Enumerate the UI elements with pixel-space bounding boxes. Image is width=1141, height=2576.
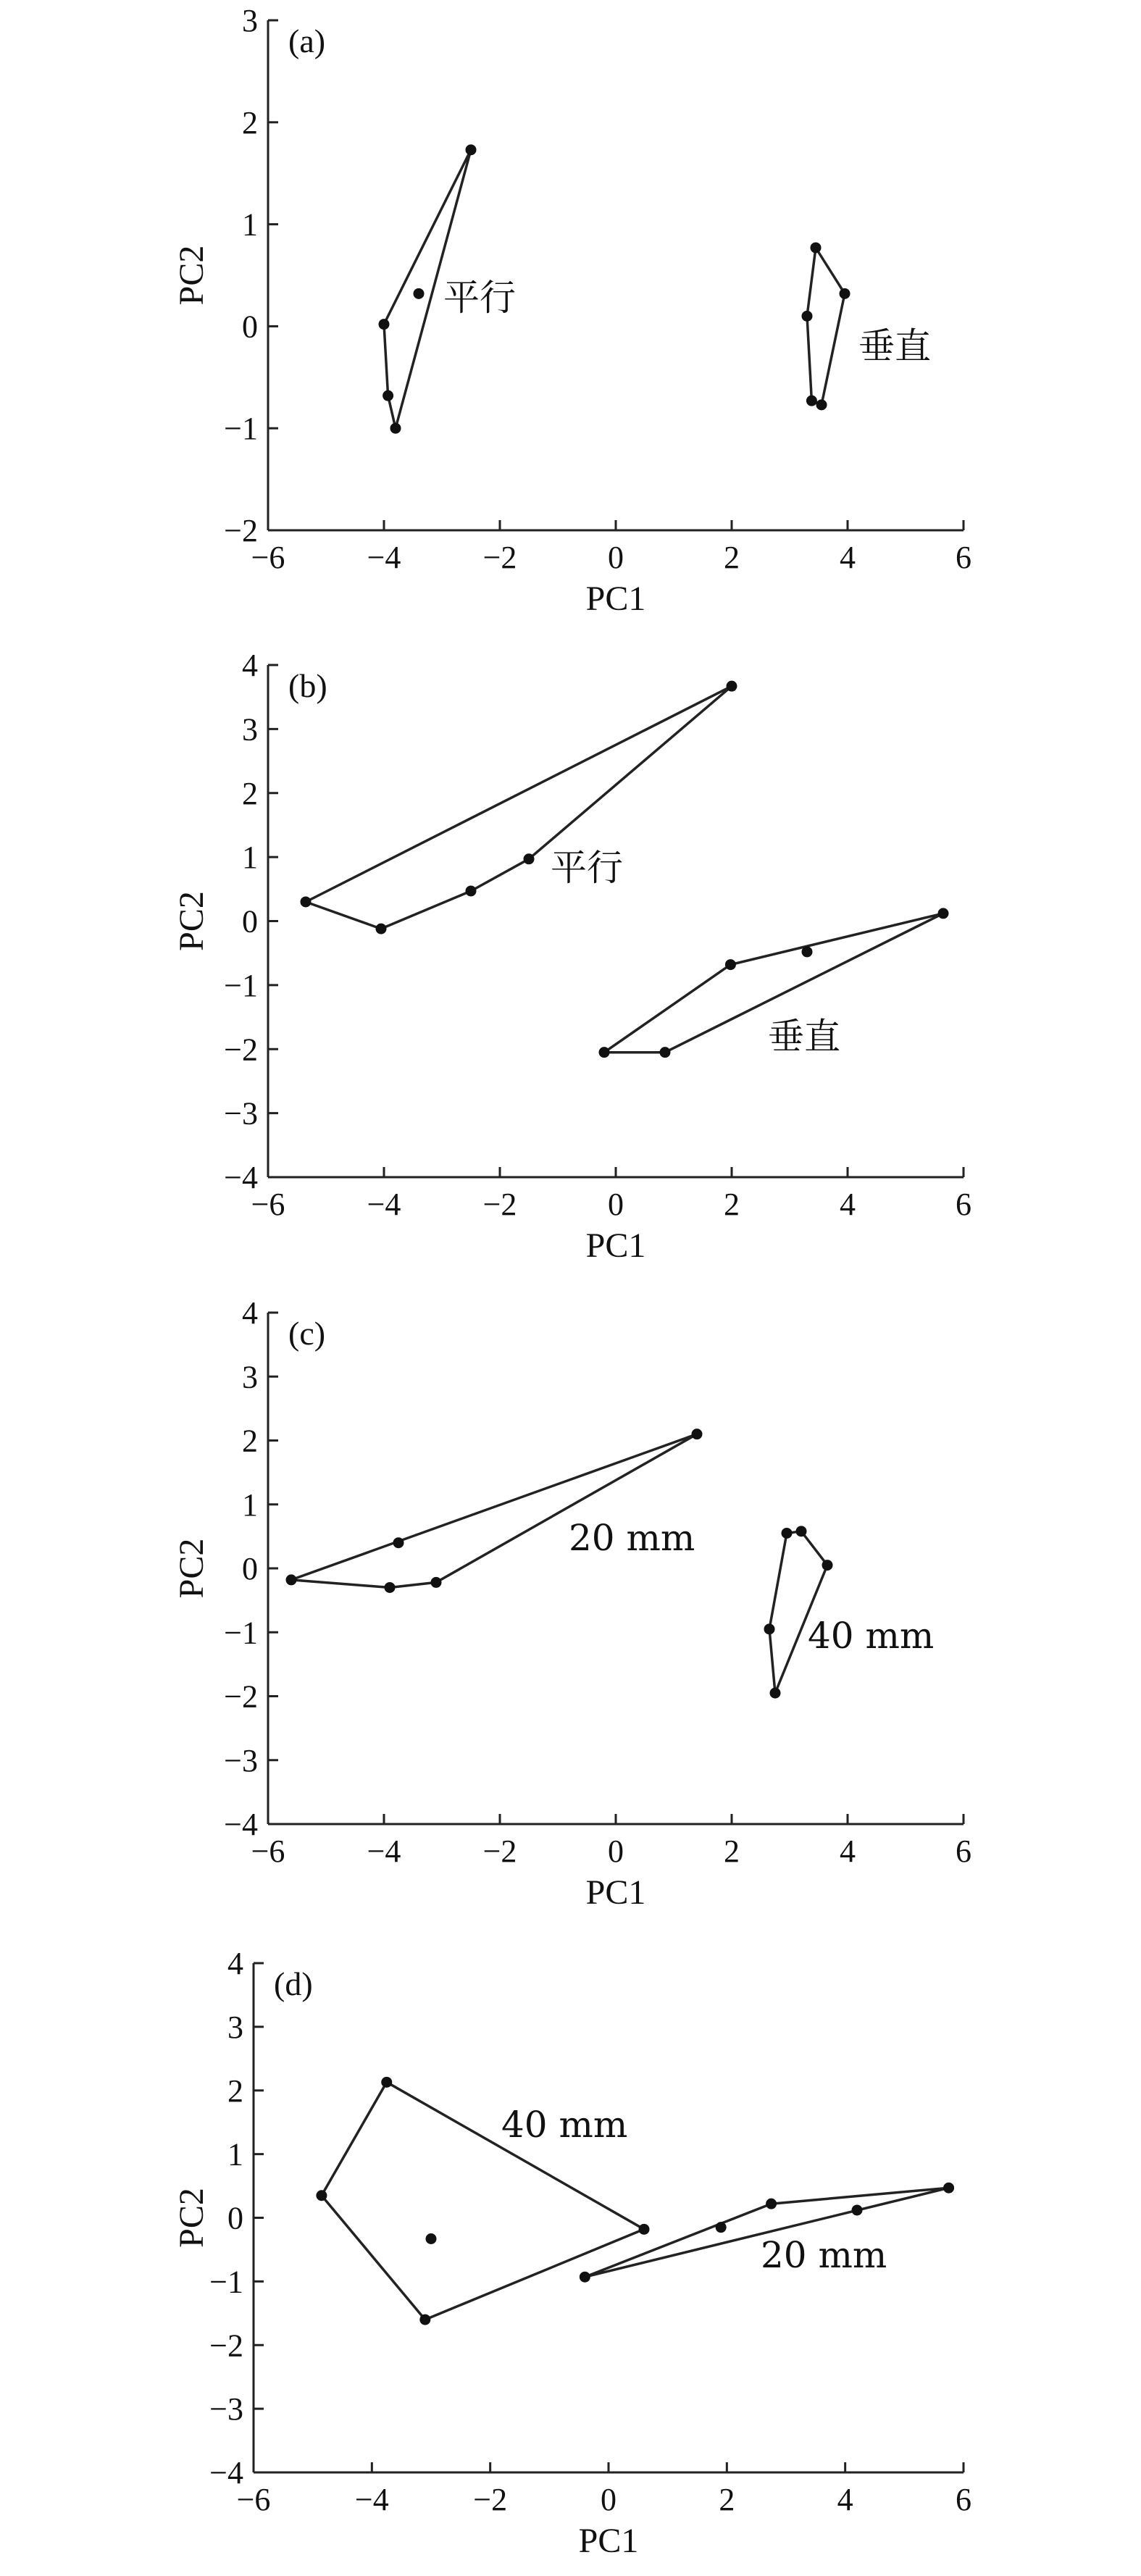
- data-point: [524, 853, 535, 864]
- y-tick-label: −4: [224, 1807, 258, 1842]
- data-point: [796, 1526, 807, 1536]
- x-tick-label: 4: [837, 2482, 853, 2517]
- data-point: [316, 2190, 327, 2201]
- data-point: [379, 319, 390, 330]
- y-tick-label: 1: [242, 840, 258, 876]
- data-point: [419, 2314, 430, 2325]
- y-tick-label: 3: [242, 1359, 258, 1395]
- data-point: [639, 2224, 650, 2235]
- y-tick-label: 0: [227, 2200, 243, 2236]
- x-tick-label: 4: [840, 540, 856, 575]
- x-tick-label: −2: [473, 2482, 508, 2517]
- y-tick-label: −4: [224, 1160, 258, 1195]
- data-point: [770, 1688, 781, 1699]
- group-label: 平行: [443, 277, 516, 319]
- data-point: [766, 2199, 777, 2209]
- group-label: 平行: [551, 847, 623, 889]
- x-tick-label: 6: [956, 540, 971, 575]
- y-tick-label: 0: [242, 309, 258, 345]
- y-tick-label: 3: [227, 2009, 243, 2045]
- x-tick-label: 6: [956, 1187, 971, 1222]
- data-point: [692, 1429, 703, 1439]
- x-tick-label: 2: [719, 2482, 735, 2517]
- y-tick-label: 1: [242, 206, 258, 243]
- data-point: [816, 399, 827, 410]
- group-label: 40 mm: [808, 1615, 935, 1657]
- x-axis-title: PC1: [585, 580, 646, 618]
- x-tick-label: 0: [601, 2482, 617, 2517]
- x-tick-label: 2: [724, 1833, 740, 1869]
- x-tick-label: −2: [482, 540, 517, 575]
- data-point: [393, 1537, 404, 1548]
- data-point: [725, 959, 736, 970]
- y-tick-label: 3: [242, 711, 258, 748]
- y-tick-label: −1: [224, 1615, 258, 1651]
- data-point: [943, 2183, 954, 2194]
- y-axis-title: PC2: [172, 1538, 211, 1599]
- y-tick-label: 0: [242, 1551, 258, 1586]
- y-tick-label: 3: [242, 3, 258, 38]
- group-hull: [291, 1434, 697, 1588]
- x-axis-title: PC1: [578, 2522, 639, 2560]
- y-tick-label: 1: [227, 2136, 243, 2173]
- data-point: [390, 423, 401, 434]
- y-tick-label: −4: [209, 2455, 243, 2491]
- y-axis-title: PC2: [172, 245, 211, 306]
- data-point: [764, 1623, 775, 1634]
- y-tick-label: 1: [242, 1486, 258, 1523]
- data-point: [466, 144, 477, 155]
- data-point: [852, 2204, 863, 2215]
- data-point: [426, 2233, 437, 2244]
- y-tick-label: −3: [209, 2391, 243, 2427]
- x-tick-label: 0: [608, 1833, 624, 1869]
- panel-label: (d): [274, 1965, 313, 2002]
- panel-label: (c): [288, 1315, 326, 1352]
- y-axis-title: PC2: [172, 891, 211, 951]
- x-tick-label: 6: [956, 2482, 971, 2517]
- panel-label: (b): [288, 667, 327, 704]
- data-point: [383, 390, 393, 401]
- y-tick-label: −2: [224, 513, 258, 548]
- x-tick-label: −6: [236, 2482, 271, 2517]
- y-tick-label: −3: [224, 1095, 258, 1132]
- data-point: [802, 311, 813, 322]
- x-tick-label: 2: [724, 540, 740, 575]
- y-axis-title: PC2: [172, 2188, 211, 2248]
- y-tick-label: 2: [242, 104, 258, 141]
- x-tick-label: −4: [367, 540, 401, 575]
- y-tick-label: −3: [224, 1742, 258, 1778]
- data-point: [840, 288, 850, 299]
- group-label: 垂直: [858, 325, 931, 367]
- x-tick-label: −6: [251, 1833, 285, 1869]
- data-point: [782, 1528, 793, 1539]
- group-label: 20 mm: [569, 1517, 695, 1559]
- y-tick-label: −2: [224, 1678, 258, 1715]
- y-tick-label: 2: [242, 775, 258, 811]
- x-tick-label: −2: [482, 1187, 517, 1222]
- y-tick-label: −1: [209, 2264, 243, 2300]
- data-point: [381, 2077, 392, 2088]
- data-point: [431, 1577, 442, 1588]
- y-tick-label: 2: [242, 1423, 258, 1459]
- data-point: [301, 896, 312, 907]
- y-tick-label: −2: [224, 1032, 258, 1068]
- group-hull: [769, 1531, 827, 1693]
- x-tick-label: −6: [251, 1187, 285, 1222]
- y-tick-label: 0: [242, 903, 258, 940]
- data-point: [414, 288, 425, 299]
- group-label: 20 mm: [761, 2234, 887, 2276]
- data-point: [376, 924, 387, 934]
- x-tick-label: −4: [367, 1187, 401, 1222]
- panel-a: [172, 3, 971, 618]
- group-label: 垂直: [768, 1016, 840, 1058]
- panel-label: (a): [288, 22, 326, 59]
- y-tick-label: 4: [242, 648, 258, 683]
- data-point: [811, 242, 822, 253]
- data-point: [822, 1560, 833, 1571]
- y-tick-label: −1: [224, 967, 258, 1003]
- x-tick-label: 0: [608, 1187, 624, 1222]
- panel-b: [172, 648, 971, 1265]
- data-point: [727, 681, 737, 692]
- y-tick-label: 4: [242, 1295, 258, 1331]
- data-point: [286, 1574, 297, 1585]
- group-hull: [807, 248, 845, 405]
- x-tick-label: 6: [956, 1833, 971, 1869]
- y-tick-label: −1: [224, 411, 258, 447]
- data-point: [660, 1047, 671, 1058]
- group-label: 40 mm: [501, 2104, 628, 2146]
- x-tick-label: −4: [367, 1833, 401, 1869]
- data-point: [466, 885, 477, 896]
- y-tick-label: 4: [227, 1946, 243, 1981]
- data-point: [599, 1047, 610, 1058]
- x-tick-label: 0: [608, 540, 624, 575]
- x-tick-label: 2: [724, 1187, 740, 1222]
- x-tick-label: −6: [251, 540, 285, 575]
- x-tick-label: −4: [354, 2482, 389, 2517]
- x-tick-label: 4: [840, 1833, 856, 1869]
- data-point: [716, 2222, 727, 2233]
- x-axis-title: PC1: [585, 1226, 646, 1265]
- x-tick-label: 4: [840, 1187, 856, 1222]
- x-tick-label: −2: [482, 1833, 517, 1869]
- y-tick-label: −2: [209, 2328, 243, 2364]
- x-axis-title: PC1: [585, 1873, 646, 1912]
- data-point: [385, 1582, 396, 1593]
- panel-c: [172, 1295, 971, 1912]
- data-point: [802, 946, 813, 957]
- panel-d: [172, 1946, 971, 2560]
- data-point: [580, 2272, 590, 2283]
- group-hull: [306, 686, 732, 929]
- data-point: [806, 396, 817, 406]
- y-tick-label: 2: [227, 2073, 243, 2109]
- data-point: [938, 908, 949, 919]
